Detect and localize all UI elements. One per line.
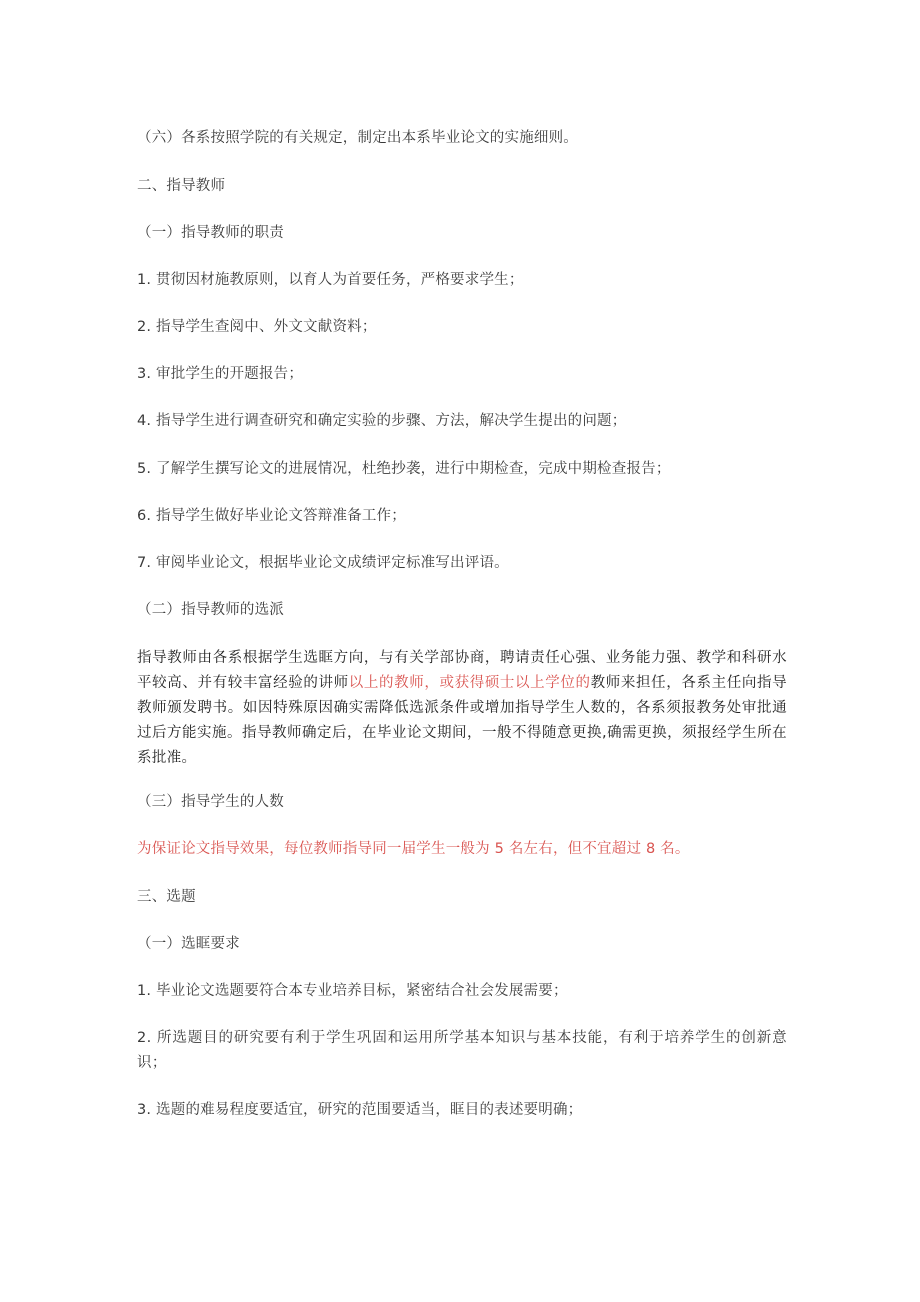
selection-text-part3: 教师来担任，各系主任向指导教师颁发聘书。如因特殊原因确实需降低选派条件或增加指导学生人数的，各系须报教务处审批通过后方能实施。指导教师确定后，在毕业论文期间，一般不得随意更换,确需更换，须报经学生所在系批准。 (137, 675, 787, 766)
selection-text-part1: 指导教师由各系根据学生选眶方向，与有关学部协商，聘请责任心强、业务能力强、教学和科研水平较高、并有较丰富经验的讲师 (137, 650, 787, 691)
subheading-student-count: （三）指导学生的人数 (137, 794, 284, 810)
requirement-item-3: 3. 选题的难易程度要适宜，研究的范围要适当，眶目的表述要明确； (137, 1102, 583, 1118)
duty-item-4: 4. 指导学生进行调查研究和确定实验的步骤、方法，解决学生提出的问题； (137, 413, 627, 429)
duty-item-2: 2. 指导学生查阅中、外文文献资料； (137, 319, 377, 335)
subheading-advisor-selection: （二）指导教师的选派 (137, 602, 284, 618)
duty-item-7: 7. 审阅毕业论文，根据毕业论文成绩评定标准写出评语。 (137, 555, 509, 571)
duty-item-3: 3. 审批学生的开题报告； (137, 366, 304, 382)
subheading-advisor-duties: （一）指导教师的职责 (137, 225, 284, 241)
section-heading-topic-selection: 三、选题 (137, 889, 196, 905)
requirement-item-2: 2. 所选题目的研究要有利于学生巩固和运用所学基本知识与基本技能，有利于培养学生的创新意识； (137, 1030, 787, 1071)
requirement-item-1: 1. 毕业论文选题要符合本专业培养目标，紧密结合社会发展需要； (137, 983, 568, 999)
duty-item-5: 5. 了解学生撰写论文的进展情况，杜绝抄袭，进行中期检查，完成中期检查报告； (137, 461, 671, 477)
advisor-selection-paragraph (137, 646, 787, 771)
paragraph-item-6: （六）各系按照学院的有关规定，制定出本系毕业论文的实施细则。 (137, 130, 578, 146)
duty-item-6: 6. 指导学生做好毕业论文答辩准备工作； (137, 508, 406, 524)
subheading-topic-requirements: （一）选眶要求 (137, 936, 240, 952)
duty-item-1: 1. 贯彻因材施教原则，以育人为首要任务，严格要求学生； (137, 272, 524, 288)
student-count-paragraph: 为保证论文指导效果，每位教师指导同一届学生一般为 5 名左右，但不宜超过 8 名。 (137, 841, 690, 857)
selection-text-highlight: 以上的教师，或获得硕士以上学位的 (348, 675, 591, 691)
section-heading-advisors: 二、指导教师 (137, 178, 226, 194)
